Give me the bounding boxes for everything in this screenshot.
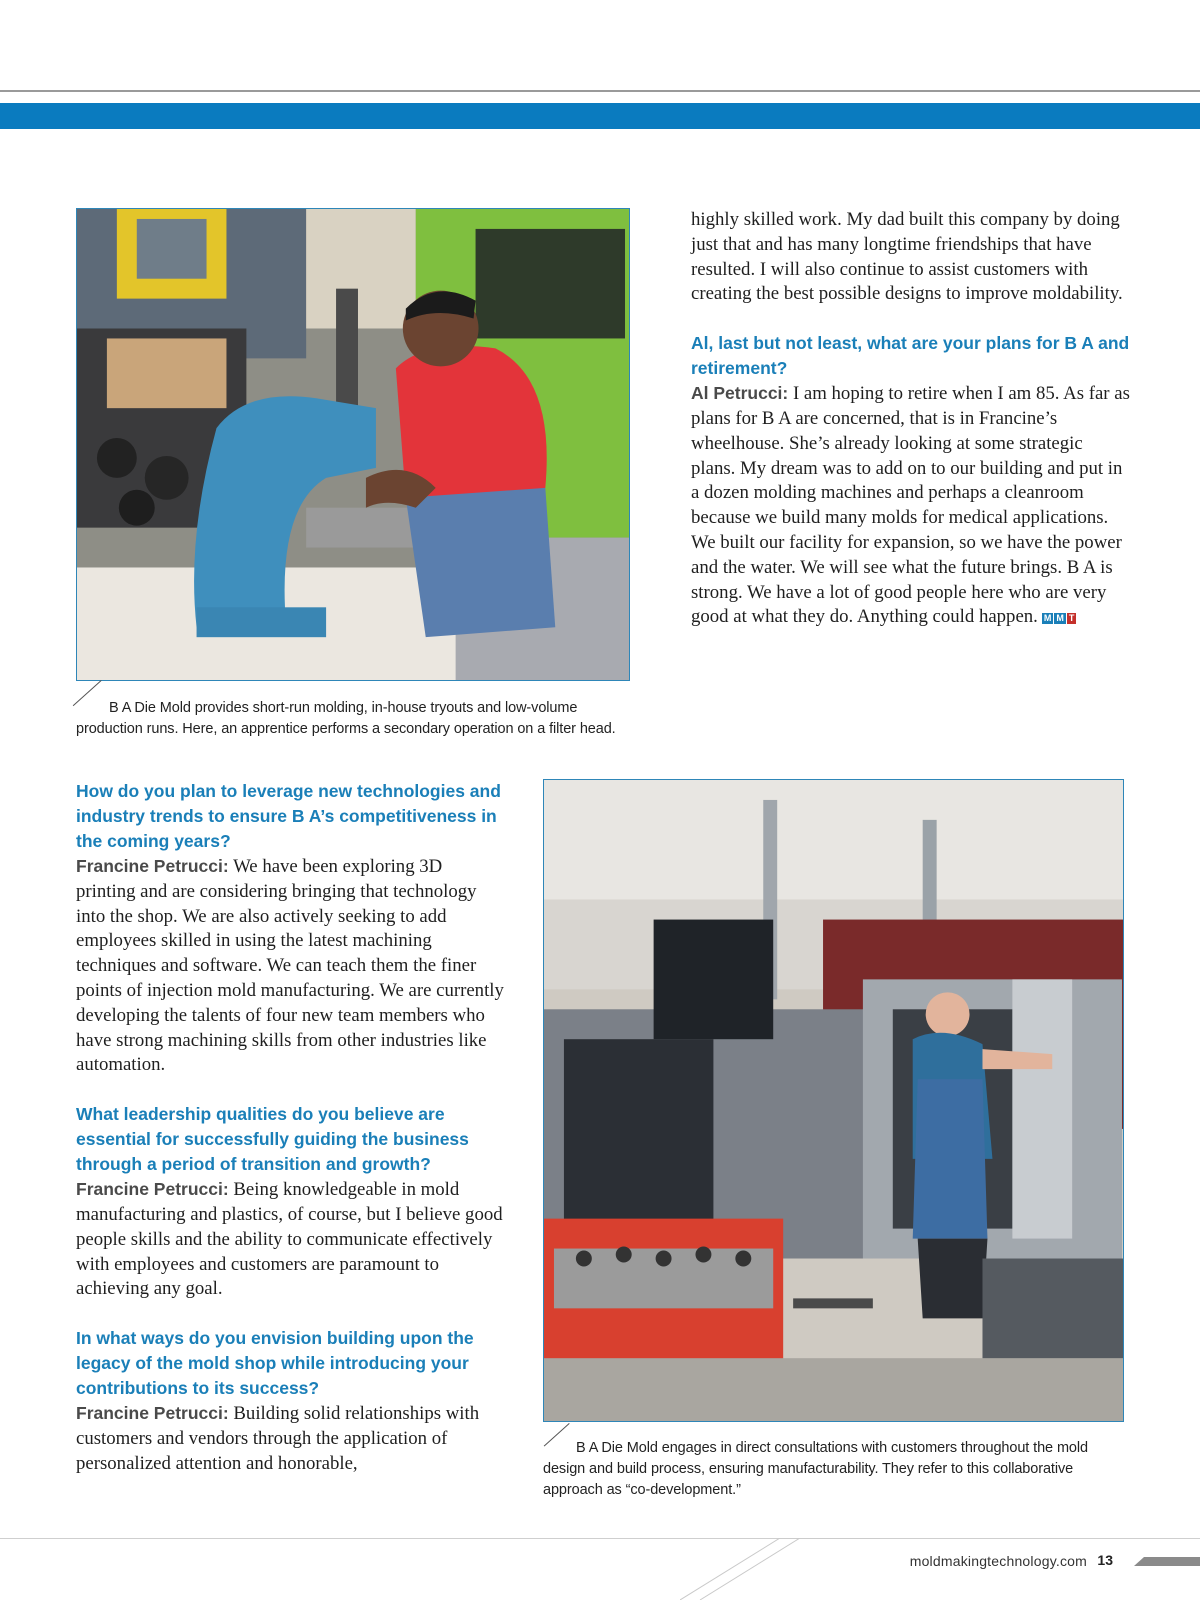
answer-text: Being knowledgeable in mold manufacturing and plastics, of course, but I believe good people skills and the ability to communicate effectively with employees and customers are paramount to achieving any goal. [76, 1179, 503, 1300]
answer-text: We have been exploring 3D printing and are considering bringing that technology into the shop. We are also actively seeking to add employees skilled in using the latest machining techniques and software. We can teach them the finer points of injection mold manufacturing. We are currently developing the talents of four new team members who have strong machining skills from other industries like automation. [76, 856, 504, 1076]
speaker-name: Francine Petrucci: [76, 1403, 229, 1424]
page-number: 13 [1097, 1552, 1113, 1568]
footer-accent-bar [1134, 1557, 1200, 1566]
interview-answer [76, 854, 506, 1078]
header-color-band [0, 103, 1200, 129]
header-rule [0, 90, 1200, 92]
interview-answer [76, 1177, 506, 1302]
footer-rule [0, 1538, 1200, 1539]
continued-paragraph: highly skilled work. My dad built this company by doing just that and has many longtime friendships that have resulted. I will also continue to assist customers with creating the best possible designs to improve moldability. [691, 209, 1123, 305]
machinist-photo [543, 779, 1124, 1422]
apprentice-photo [76, 208, 630, 681]
answer-text: I am hoping to retire when I am 85. As far as plans for B A are concerned, that is in Francine’s wheelhouse. She’s already looking at some strategic plans. My dream was to add on to our building and put in a dozen molding machines and perhaps a cleanroom because we build many molds for medical applications. We built our facility for expansion, so we have the power and the water. We will see what the future brings. B A is strong. We have a lot of good people here who are very good at what they do. Anything could happen. [691, 383, 1130, 628]
interview-answer [76, 1401, 506, 1476]
footer-website: moldmakingtechnology.com [909, 1553, 1087, 1569]
interview-answer [691, 381, 1131, 630]
speaker-name: Francine Petrucci: [76, 856, 229, 876]
speaker-name: Al Petrucci: [691, 383, 789, 404]
photo-caption-1: B A Die Mold provides short-run molding, in-house tryouts and low-volume production runs. Here, an apprentice performs a secondary operation on a filter head. [76, 700, 616, 737]
photo-caption-2: B A Die Mold engages in direct consultations with customers throughout the mold design and build process, ensuring manufacturability. They refer to this collaborative approach as “co-development.” [543, 1440, 1088, 1498]
interview-question: What leadership qualities do you believe are essential for successfully guiding the business through a period of transition and growth? [76, 1104, 469, 1175]
interview-question: Al, last but not least, what are your plans for B A and retirement? [691, 333, 1130, 379]
speaker-name: Francine Petrucci: [76, 1179, 229, 1200]
left-text-column [76, 779, 506, 1501]
end-mark-logo: M M T [1043, 612, 1075, 623]
answer-text: Building solid relationships with customers and vendors through the application of personalized attention and honorable, [76, 1403, 480, 1474]
interview-question: In what ways do you envision building upon the legacy of the mold shop while introducing your contributions to its success? [76, 1328, 474, 1399]
right-text-column [691, 208, 1131, 654]
interview-question: How do you plan to leverage new technologies and industry trends to ensure B A’s competitiveness in the coming years? [76, 781, 501, 851]
footer-decoration [680, 1538, 880, 1600]
